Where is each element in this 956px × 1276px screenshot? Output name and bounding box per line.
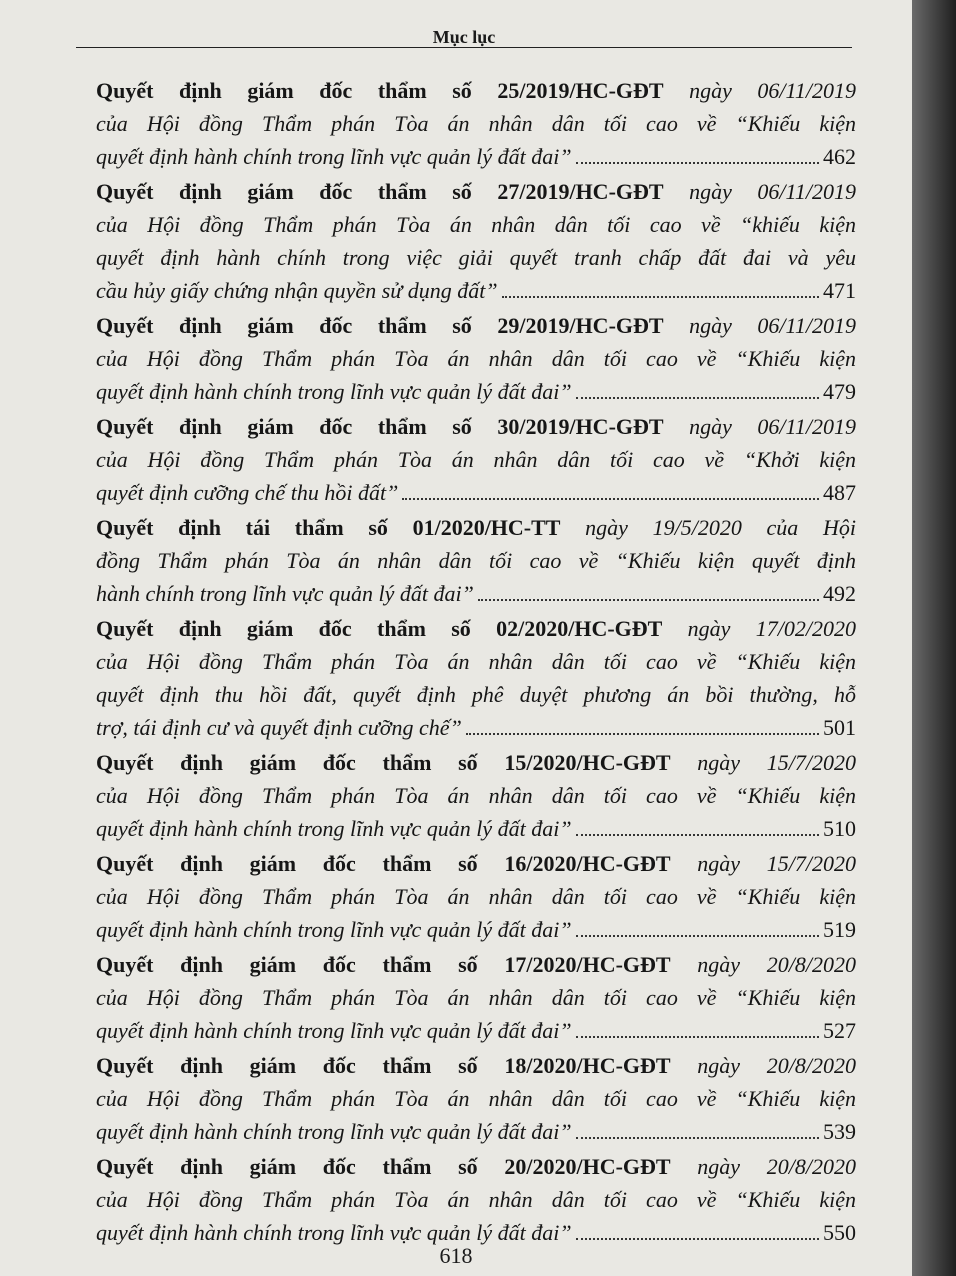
dot-leader: [478, 599, 819, 601]
toc-entry-text: ngày 06/11/2019: [663, 313, 856, 338]
toc-entry: [96, 309, 856, 408]
toc-entry-line: [96, 1183, 856, 1216]
toc-entry-last-line: [96, 140, 856, 173]
toc-entry-text: ngày 06/11/2019: [663, 78, 856, 103]
toc-entry-last-line: [96, 577, 856, 610]
toc-page-number: 487: [823, 480, 856, 505]
dot-leader: [576, 1137, 819, 1139]
toc-entry: [96, 74, 856, 173]
toc-entry-text: ngày 19/5/2020 của Hội: [560, 515, 856, 540]
toc-entry-text: ngày 06/11/2019: [663, 179, 856, 204]
toc-page-number: 510: [823, 816, 856, 841]
toc-entry-text: quyết định hành chính trong lĩnh vực quản lý đất đai”: [96, 917, 572, 942]
dot-leader: [502, 296, 819, 298]
toc-entry-title: Quyết định giám đốc thẩm số 15/2020/HC-GĐT: [96, 750, 671, 775]
toc-entry-last-line: [96, 274, 856, 307]
toc-entry-text: quyết định hành chính trong lĩnh vực quản lý đất đai”: [96, 379, 572, 404]
toc-entry-text: quyết định hành chính trong việc giải quyết tranh chấp đất đai và yêu: [96, 245, 856, 270]
toc-entry-line: [96, 612, 856, 645]
toc-entry-line: [96, 1049, 856, 1082]
toc-entry-line: [96, 746, 856, 779]
toc-entry-last-line: [96, 476, 856, 509]
toc-entry-text: ngày 20/8/2020: [670, 952, 856, 977]
running-head: Mục lục: [432, 27, 496, 47]
page-number: 618: [439, 1243, 473, 1268]
toc-page-number: 462: [823, 144, 856, 169]
toc-entry-last-line: [96, 375, 856, 408]
toc-entry-title: Quyết định tái thẩm số 01/2020/HC-TT: [96, 515, 561, 540]
toc-page-number: 501: [823, 715, 856, 740]
toc-entry-line: [96, 645, 856, 678]
toc-entry-text: trợ, tái định cư và quyết định cưỡng chế”: [96, 715, 462, 740]
toc-entry-title: Quyết định giám đốc thẩm số 27/2019/HC-GĐT: [96, 179, 664, 204]
toc-entry-text: quyết định cưỡng chế thu hồi đất”: [96, 480, 399, 505]
toc-entry-text: cầu hủy giấy chứng nhận quyền sử dụng đất”: [96, 278, 498, 303]
toc-entry-text: hành chính trong lĩnh vực quản lý đất đai”: [96, 581, 474, 606]
toc-entry-line: [96, 410, 856, 443]
toc-page-number: 519: [823, 917, 856, 942]
toc-entry: [96, 847, 856, 946]
dot-leader: [402, 498, 819, 500]
toc-entry-line: [96, 981, 856, 1014]
toc-entry-text: của Hội đồng Thẩm phán Tòa án nhân dân tối cao về “Khiếu kiện: [96, 884, 856, 909]
toc-entry-text: của Hội đồng Thẩm phán Tòa án nhân dân tối cao về “Khiếu kiện: [96, 111, 856, 136]
toc-entry: [96, 612, 856, 744]
toc-entry-line: [96, 309, 856, 342]
toc-entry: [96, 948, 856, 1047]
toc-entry-line: [96, 74, 856, 107]
toc-entry-text: ngày 15/7/2020: [670, 851, 856, 876]
toc-page-number: 479: [823, 379, 856, 404]
toc-entry-line: [96, 847, 856, 880]
toc-entry-title: Quyết định giám đốc thẩm số 17/2020/HC-GĐT: [96, 952, 671, 977]
toc-entry-title: Quyết định giám đốc thẩm số 18/2020/HC-GĐT: [96, 1053, 671, 1078]
toc-entry-line: [96, 948, 856, 981]
toc-entry-line: [96, 678, 856, 711]
toc-entry-text: quyết định thu hồi đất, quyết định phê duyệt phương án bồi thường, hỗ: [96, 682, 856, 707]
toc-entry-text: của Hội đồng Thẩm phán Tòa án nhân dân tối cao về “Khiếu kiện: [96, 783, 856, 808]
table-of-contents: [96, 74, 856, 1251]
toc-entry: [96, 1150, 856, 1249]
toc-entry-line: [96, 342, 856, 375]
toc-entry: [96, 410, 856, 509]
toc-entry-text: ngày 20/8/2020: [670, 1154, 856, 1179]
toc-entry-line: [96, 779, 856, 812]
toc-entry-last-line: [96, 812, 856, 845]
toc-page-number: 492: [823, 581, 856, 606]
toc-entry-title: Quyết định giám đốc thẩm số 16/2020/HC-GĐT: [96, 851, 671, 876]
toc-entry-text: của Hội đồng Thẩm phán Tòa án nhân dân tối cao về “khiếu kiện: [96, 212, 856, 237]
toc-entry: [96, 511, 856, 610]
toc-entry: [96, 746, 856, 845]
dot-leader: [466, 733, 819, 735]
toc-entry-line: [96, 1082, 856, 1115]
dot-leader: [576, 935, 819, 937]
toc-page-number: 527: [823, 1018, 856, 1043]
toc-page-number: 550: [823, 1220, 856, 1245]
dot-leader: [576, 397, 819, 399]
toc-entry-text: quyết định hành chính trong lĩnh vực quản lý đất đai”: [96, 1018, 572, 1043]
toc-entry-text: của Hội đồng Thẩm phán Tòa án nhân dân tối cao về “Khiếu kiện: [96, 346, 856, 371]
toc-page-number: 539: [823, 1119, 856, 1144]
toc-entry-last-line: [96, 913, 856, 946]
dot-leader: [576, 834, 819, 836]
toc-entry-line: [96, 175, 856, 208]
book-gutter-shadow: [912, 0, 956, 1276]
toc-entry-title: Quyết định giám đốc thẩm số 25/2019/HC-GĐT: [96, 78, 664, 103]
toc-page-number: 471: [823, 278, 856, 303]
toc-entry-line: [96, 544, 856, 577]
toc-entry-text: của Hội đồng Thẩm phán Tòa án nhân dân tối cao về “Khiếu kiện: [96, 649, 856, 674]
toc-entry-text: ngày 20/8/2020: [670, 1053, 856, 1078]
toc-entry-line: [96, 1150, 856, 1183]
toc-entry-title: Quyết định giám đốc thẩm số 29/2019/HC-GĐT: [96, 313, 664, 338]
header-rule: [76, 47, 852, 48]
toc-entry-line: [96, 511, 856, 544]
toc-entry-text: quyết định hành chính trong lĩnh vực quản lý đất đai”: [96, 1220, 572, 1245]
toc-entry-text: quyết định hành chính trong lĩnh vực quản lý đất đai”: [96, 144, 572, 169]
toc-entry-line: [96, 443, 856, 476]
toc-entry-line: [96, 208, 856, 241]
toc-entry-line: [96, 241, 856, 274]
toc-entry-text: của Hội đồng Thẩm phán Tòa án nhân dân tối cao về “Khiếu kiện: [96, 1086, 856, 1111]
toc-entry: [96, 175, 856, 307]
dot-leader: [576, 162, 819, 164]
toc-entry-last-line: [96, 711, 856, 744]
dot-leader: [576, 1238, 819, 1240]
dot-leader: [576, 1036, 819, 1038]
toc-entry-last-line: [96, 1014, 856, 1047]
toc-entry-title: Quyết định giám đốc thẩm số 02/2020/HC-GĐT: [96, 616, 663, 641]
toc-entry-text: ngày 06/11/2019: [663, 414, 856, 439]
toc-entry-line: [96, 880, 856, 913]
toc-entry-text: ngày 15/7/2020: [670, 750, 856, 775]
toc-entry-text: của Hội đồng Thẩm phán Tòa án nhân dân tối cao về “Khiếu kiện: [96, 1187, 856, 1212]
toc-entry-text: của Hội đồng Thẩm phán Tòa án nhân dân tối cao về “Khởi kiện: [96, 447, 856, 472]
toc-entry-text: ngày 17/02/2020: [662, 616, 856, 641]
toc-entry: [96, 1049, 856, 1148]
toc-entry-text: quyết định hành chính trong lĩnh vực quản lý đất đai”: [96, 1119, 572, 1144]
toc-entry-text: đồng Thẩm phán Tòa án nhân dân tối cao về “Khiếu kiện quyết định: [96, 548, 856, 573]
toc-entry-line: [96, 107, 856, 140]
toc-entry-text: quyết định hành chính trong lĩnh vực quản lý đất đai”: [96, 816, 572, 841]
toc-entry-text: của Hội đồng Thẩm phán Tòa án nhân dân tối cao về “Khiếu kiện: [96, 985, 856, 1010]
toc-entry-title: Quyết định giám đốc thẩm số 20/2020/HC-GĐT: [96, 1154, 671, 1179]
toc-entry-title: Quyết định giám đốc thẩm số 30/2019/HC-GĐT: [96, 414, 664, 439]
toc-entry-last-line: [96, 1115, 856, 1148]
